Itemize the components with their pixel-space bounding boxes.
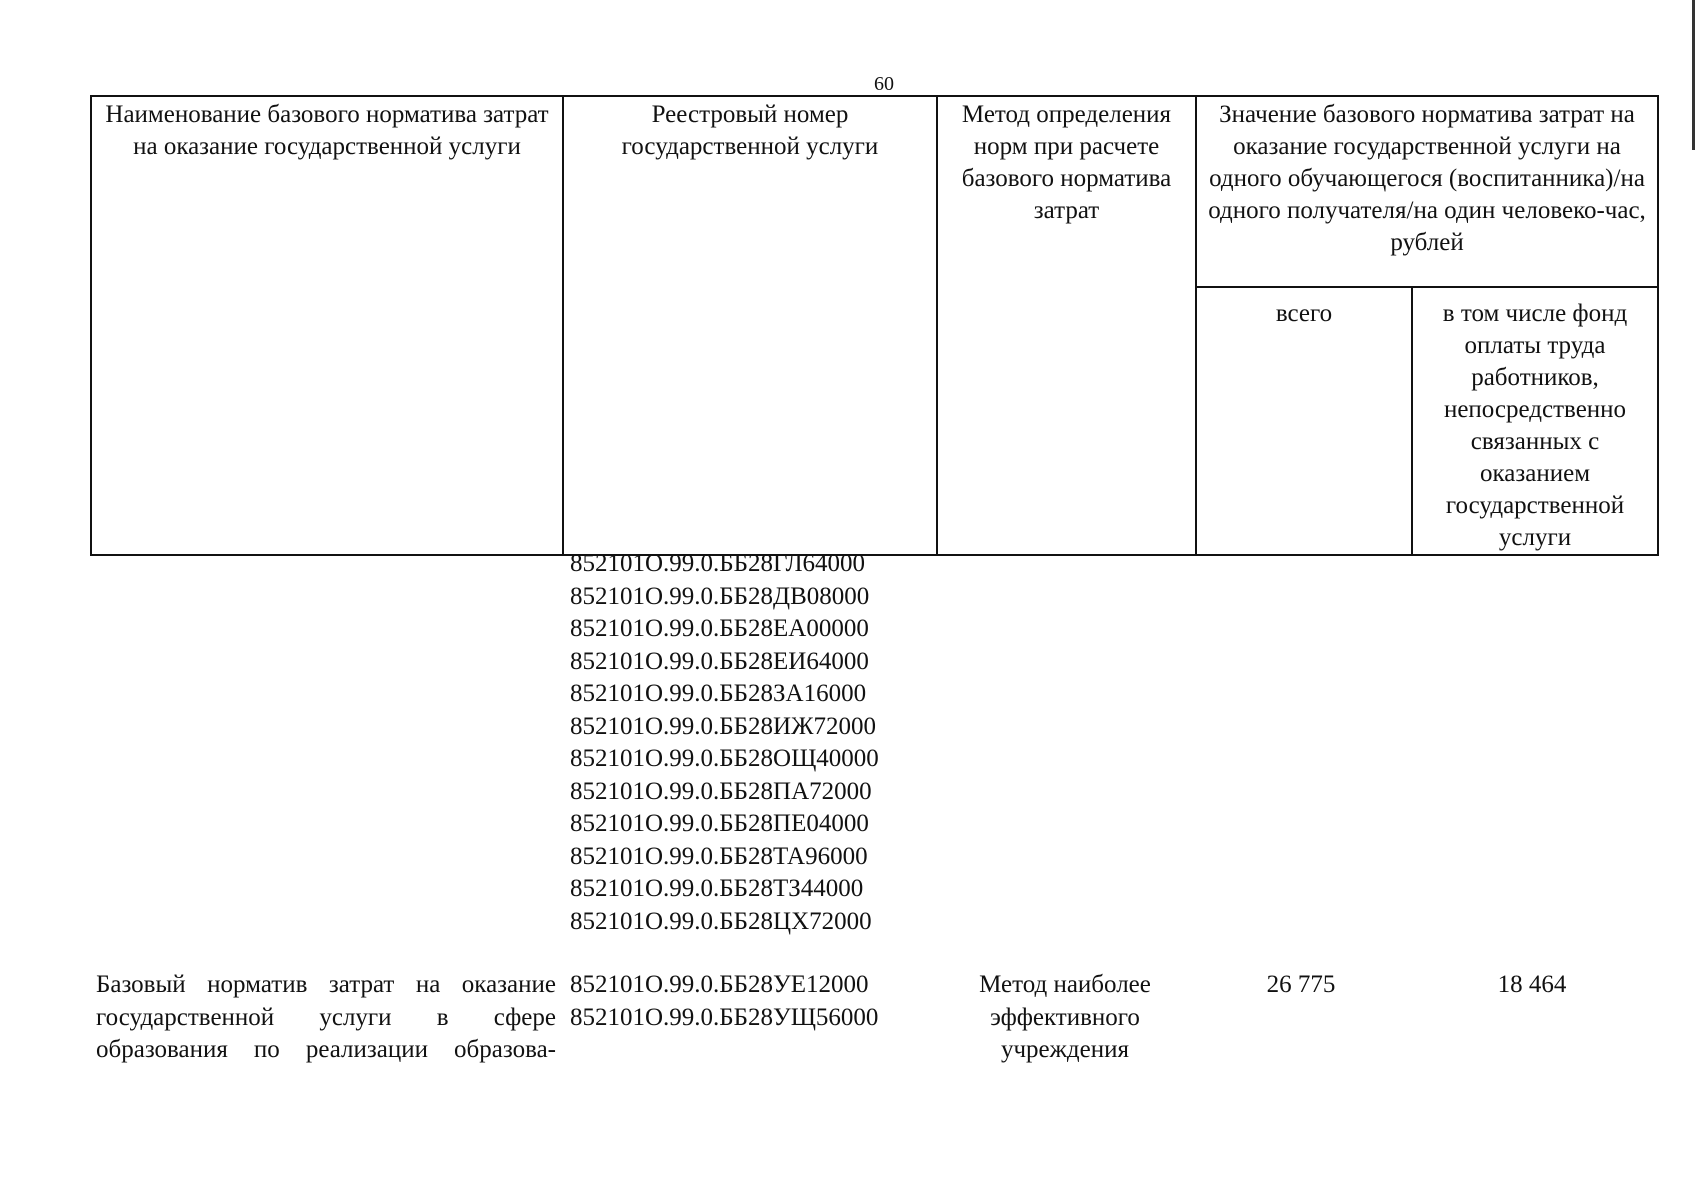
norm-name: Базовый норматив затрат на оказание государственной услуги в сфере образования по реализации образова- xyxy=(96,971,556,1063)
registry-code: 852101О.99.0.ББ28ТЗ44000 xyxy=(570,875,864,902)
registry-code: 852101О.99.0.ББ28ЦХ72000 xyxy=(570,907,872,935)
header-table xyxy=(90,95,1659,556)
registry-code: 852101О.99.0.ББ28ПЕ04000 xyxy=(570,810,869,837)
header-cell-total: всего xyxy=(1196,287,1412,555)
registry-code: 852101О.99.0.ББ28ПА72000 xyxy=(570,777,872,805)
registry-code: 852101О.99.0.ББ28УЕ12000 xyxy=(570,971,869,998)
row-codes-list xyxy=(570,969,878,1034)
header-cell-name: Наименование базового норматива затрат на оказание государственной услуги xyxy=(91,96,563,555)
norm-fund-value: 18 464 xyxy=(1497,971,1567,998)
registry-code: 852101О.99.0.ББ28ОЩ40000 xyxy=(570,745,879,772)
norm-method: Метод наиболее эффективного учреждения xyxy=(979,971,1151,1063)
registry-code: 852101О.99.0.ББ28ЕА00000 xyxy=(570,615,869,642)
page-number: 60 xyxy=(874,73,894,95)
header-cell-fund: в том числе фонд оплаты труда работников, непосредственно связанных с оказанием государственной услуги xyxy=(1412,287,1658,555)
header-cell-method: Метод определения норм при расчете базового норматива затрат xyxy=(937,96,1196,555)
norm-total-value: 26 775 xyxy=(1266,971,1336,998)
registry-code: 852101О.99.0.ББ28УЩ56000 xyxy=(570,1003,879,1031)
registry-code: 852101О.99.0.ББ28ЗА16000 xyxy=(570,680,867,707)
registry-code: 852101О.99.0.ББ28ЕИ64000 xyxy=(570,647,869,675)
header-cell-registry: Реестровый номер государственной услуги xyxy=(563,96,937,555)
scan-edge-line xyxy=(1692,0,1695,150)
registry-code: 852101О.99.0.ББ28ТА96000 xyxy=(570,842,868,870)
registry-code: 852101О.99.0.ББ28ГЛ64000 xyxy=(570,550,866,577)
registry-code: 852101О.99.0.ББ28ДВ08000 xyxy=(570,582,870,610)
continued-codes-list xyxy=(570,548,879,938)
registry-code: 852101О.99.0.ББ28ИЖ72000 xyxy=(570,712,876,740)
header-cell-value: Значение базового норматива затрат на оказание государственной услуги на одного обучающегося (воспитанника)/на одного получателя/на один человеко-час, рублей xyxy=(1196,96,1658,287)
